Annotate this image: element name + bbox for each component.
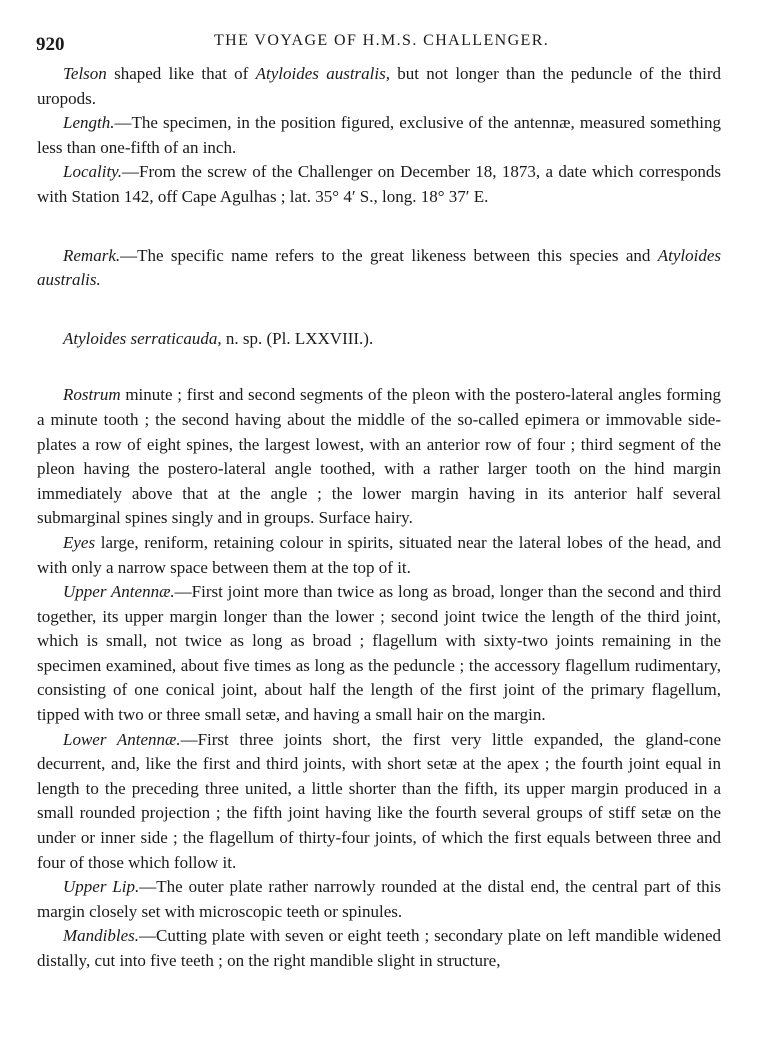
lower-antennae-paragraph xyxy=(37,728,721,876)
species-name: Atyloides serraticauda, xyxy=(63,328,222,348)
remark-paragraph xyxy=(37,244,721,293)
spacer xyxy=(37,293,721,327)
spacer xyxy=(37,351,721,383)
page-header xyxy=(36,30,736,56)
lower-antennae-heading: Lower Antennæ. xyxy=(63,729,181,749)
remark-text: —The specific name refers to the great likeness between this species and xyxy=(120,245,658,265)
upper-antennae-text: —First joint more than twice as long as broad, longer than the second and third together, its upper margin longer than the lower ; second joint twice the length of the third joint, which is small, not twice as long as broad ; flagellum with sixty-two joints remaining in the specimen examined, about five times as long as the peduncle ; the accessory flagellum rudimentary, consisting of one conical joint, about half the length of the first joint of the primary flagellum, tipped with two or three small setæ, and having a small hair on the margin. xyxy=(37,582,722,725)
spacer xyxy=(37,210,721,244)
eyes-heading: Eyes xyxy=(63,532,96,552)
telson-paragraph xyxy=(37,62,721,111)
locality-heading: Locality. xyxy=(63,162,123,182)
mandibles-heading: Mandibles. xyxy=(63,926,140,946)
remark-species: Atyloides australis. xyxy=(37,245,721,290)
length-text: —The specimen, in the position figured, exclusive of the antennæ, measured something less than one-fifth of an inch. xyxy=(37,113,721,157)
telson-species: Atyloides australis, xyxy=(255,64,390,83)
page-number: 920 xyxy=(36,34,65,55)
length-paragraph xyxy=(37,111,721,160)
species-heading xyxy=(37,327,721,352)
upper-lip-text: —The outer plate rather narrowly rounded at the distal end, the central part of this margin closely set with microscopic teeth or spinules. xyxy=(37,877,721,921)
telson-heading: Telson xyxy=(63,64,107,83)
running-title: THE VOYAGE OF H.M.S. CHALLENGER. xyxy=(214,32,550,49)
upper-lip-heading: Upper Lip. xyxy=(63,877,140,897)
eyes-paragraph xyxy=(37,531,721,580)
upper-antennae-paragraph xyxy=(37,580,721,728)
telson-text-b: but not longer than the peduncle of the third uropods. xyxy=(37,64,721,108)
locality-paragraph xyxy=(37,160,721,209)
upper-antennae-heading: Upper Antennæ. xyxy=(63,582,175,602)
upper-lip-paragraph xyxy=(37,875,721,924)
rostrum-paragraph xyxy=(37,383,721,531)
remark-heading: Remark. xyxy=(63,245,121,265)
telson-text-a: shaped like that of xyxy=(106,64,256,83)
locality-text: —From the screw of the Challenger on December 18, 1873, a date which corresponds with Station 142, off Cape Agulhas ; lat. 35° 4′ S., long. 18° 37′ E. xyxy=(37,162,721,206)
page-body xyxy=(37,62,721,974)
lower-antennae-text: —First three joints short, the first very little expanded, the gland-cone decurrent, and, like the first and third joints, with short setæ at the apex ; the fourth joint equal in length to the preceding three united, a little shorter than the fifth, its upper margin produced in a small rounded projection ; the fifth joint having like the fourth several groups of stiff setæ on the under or inner side ; the flagellum of thirty-four joints, of which the first equals between three and four of those which follow it. xyxy=(37,729,721,872)
rostrum-text: minute ; first and second segments of the pleon with the postero-lateral angles forming a minute tooth ; the second having about the middle of the so-called epimera or immovable side-plates a row of eight spines, the largest lowest, with an anterior row of four ; third segment of the pleon having the postero-lateral angle toothed, with a rather larger tooth on the hind margin immediately above that at the angle ; the lower margin having in its anterior half several submarginal spines singly and in groups. Surface hairy. xyxy=(37,385,721,528)
mandibles-paragraph xyxy=(37,924,721,973)
mandibles-text: —Cutting plate with seven or eight teeth ; secondary plate on left mandible widened distally, cut into five teeth ; on the right mandible slight in structure, xyxy=(37,926,721,970)
species-heading-text: n. sp. (Pl. LXXVIII.). xyxy=(221,328,374,348)
rostrum-heading: Rostrum xyxy=(63,385,121,405)
eyes-text: large, reniform, retaining colour in spirits, situated near the lateral lobes of the head, and with only a narrow space between them at the top of it. xyxy=(37,532,721,577)
length-heading: Length. xyxy=(63,113,115,133)
